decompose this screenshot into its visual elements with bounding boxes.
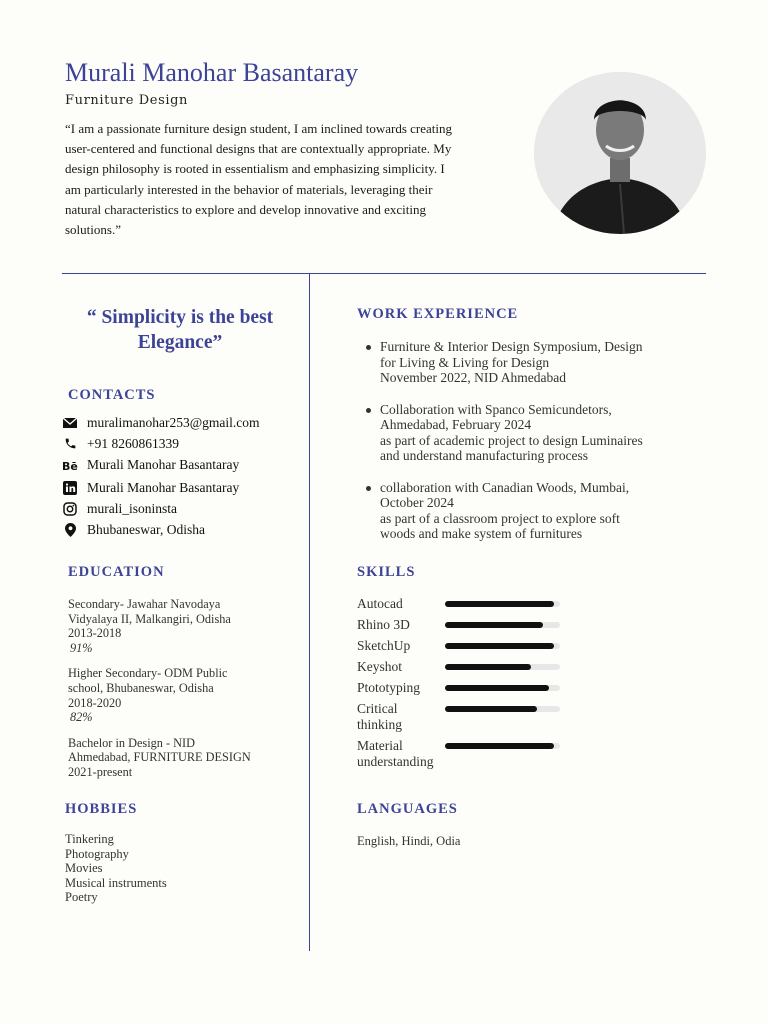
education-score: 82% (70, 710, 93, 725)
header-divider (62, 273, 706, 274)
work-line: November 2022, NID Ahmedabad (380, 370, 566, 385)
work-line: Ahmedabad, February 2024 (380, 417, 532, 432)
work-line: October 2024 (380, 495, 454, 510)
person-name: Murali Manohar Basantaray (65, 58, 359, 87)
education-item (68, 666, 288, 724)
hobby-item: Tinkering (65, 832, 114, 846)
work-list (366, 339, 696, 558)
column-divider (309, 273, 310, 951)
work-line: for Living & Living for Design (380, 354, 550, 370)
instagram-icon (62, 501, 78, 517)
education-line: Secondary- Jawahar Navodaya (68, 597, 221, 611)
work-line: as part of a classroom project to explore soft (380, 510, 620, 526)
contact-behance[interactable] (62, 454, 302, 475)
hobby-item: Musical instruments (65, 875, 167, 890)
education-line: school, Bhubaneswar, Odisha (68, 680, 214, 695)
contact-phone-text: +91 8260861339 (87, 435, 179, 451)
education-score: 91% (70, 640, 93, 655)
contact-email[interactable] (62, 412, 302, 433)
contact-behance-text: Murali Manohar Basantaray (87, 456, 240, 472)
skill-bar-fill (445, 601, 554, 607)
languages-text: English, Hindi, Odia (357, 834, 461, 848)
hobby-item: Photography (65, 846, 129, 861)
contact-location (62, 519, 302, 540)
education-years: 2021-present (68, 764, 133, 779)
motto-quote: “ Simplicity is the best Elegance” (86, 307, 274, 353)
skill-bar-fill (445, 685, 549, 691)
skill-bar-track (445, 685, 560, 691)
hobby-item: Poetry (65, 890, 98, 905)
education-heading: EDUCATION (68, 564, 165, 580)
phone-icon (62, 436, 78, 452)
skills-list (357, 596, 577, 772)
education-list (68, 597, 288, 791)
languages-heading: LANGUAGES (357, 801, 458, 817)
skills-heading: SKILLS (357, 564, 416, 580)
location-pin-icon (62, 522, 78, 538)
hobby-item: Movies (65, 861, 103, 876)
work-line: and understand manufacturing process (380, 448, 589, 463)
contact-linkedin[interactable] (62, 477, 302, 498)
contact-email-text: muralimanohar253@gmail.com (87, 414, 260, 430)
work-item (366, 402, 696, 464)
linkedin-icon (62, 480, 78, 496)
skill-bar-track (445, 706, 560, 712)
envelope-icon (62, 415, 78, 431)
education-line: Vidyalaya II, Malkangiri, Odisha (68, 611, 231, 626)
work-item (366, 339, 696, 386)
skill-row (357, 617, 577, 638)
profile-photo (534, 72, 706, 234)
hobbies-heading: HOBBIES (65, 801, 138, 817)
contact-instagram-text: murali_isoninsta (87, 500, 177, 516)
education-line: Bachelor in Design - NID (68, 735, 196, 750)
skill-bar-track (445, 643, 560, 649)
contacts-list (62, 412, 302, 540)
contact-instagram[interactable] (62, 498, 302, 519)
hobbies-list (65, 832, 167, 905)
skill-label: Material understanding (357, 738, 434, 769)
work-line: as part of academic project to design Luminaires (380, 432, 643, 448)
skill-row (357, 738, 577, 772)
skill-bar-track (445, 743, 560, 749)
skill-label: Ptototyping (357, 680, 421, 695)
work-line: collaboration with Canadian Woods, Mumbai, (380, 479, 630, 495)
education-line: Ahmedabad, FURNITURE DESIGN (68, 750, 251, 765)
work-line: woods and make system of furnitures (380, 526, 583, 541)
contact-phone[interactable] (62, 433, 302, 454)
education-years: 2013-2018 (68, 626, 122, 641)
skill-row (357, 701, 577, 738)
skill-label: SketchUp (357, 638, 411, 653)
skill-label: Autocad (357, 596, 403, 611)
person-role: Furniture Design (65, 93, 189, 108)
education-item (68, 597, 288, 655)
contact-linkedin-text: Murali Manohar Basantaray (87, 479, 240, 495)
skill-row (357, 659, 577, 680)
skill-label: Keyshot (357, 659, 402, 674)
work-line: Furniture & Interior Design Symposium, Design (380, 339, 643, 354)
skill-bar-track (445, 601, 560, 607)
work-line: Collaboration with Spanco Semicundetors, (380, 401, 612, 417)
skill-label: Critical thinking (357, 701, 403, 732)
skill-bar-fill (445, 706, 537, 712)
svg-text:Bē: Bē (62, 459, 78, 471)
work-item (366, 480, 696, 542)
bio-paragraph: “I am a passionate furniture design student, I am inclined towards creating user-centered and functional designs that are contextually appropriate. My design philosophy is rooted in essentialism and emphasizing simplicity. I am particularly interested in the behavior of materials, leveraging their natural characteristics to explore and develop innovative and exciting solutions.” (65, 121, 452, 238)
education-item (68, 736, 288, 780)
skill-bar-fill (445, 664, 531, 670)
work-heading: WORK EXPERIENCE (357, 306, 519, 322)
contacts-heading: CONTACTS (68, 387, 156, 403)
skill-bar-track (445, 622, 560, 628)
skill-bar-track (445, 664, 560, 670)
skill-row (357, 680, 577, 701)
contact-location-text: Bhubaneswar, Odisha (87, 521, 205, 537)
behance-icon (62, 457, 78, 473)
skill-bar-fill (445, 622, 543, 628)
skill-label: Rhino 3D (357, 617, 410, 632)
education-line: Higher Secondary- ODM Public (68, 666, 228, 681)
skill-row (357, 638, 577, 659)
skill-row (357, 596, 577, 617)
skill-bar-fill (445, 743, 554, 749)
skill-bar-fill (445, 643, 554, 649)
education-years: 2018-2020 (68, 695, 122, 710)
